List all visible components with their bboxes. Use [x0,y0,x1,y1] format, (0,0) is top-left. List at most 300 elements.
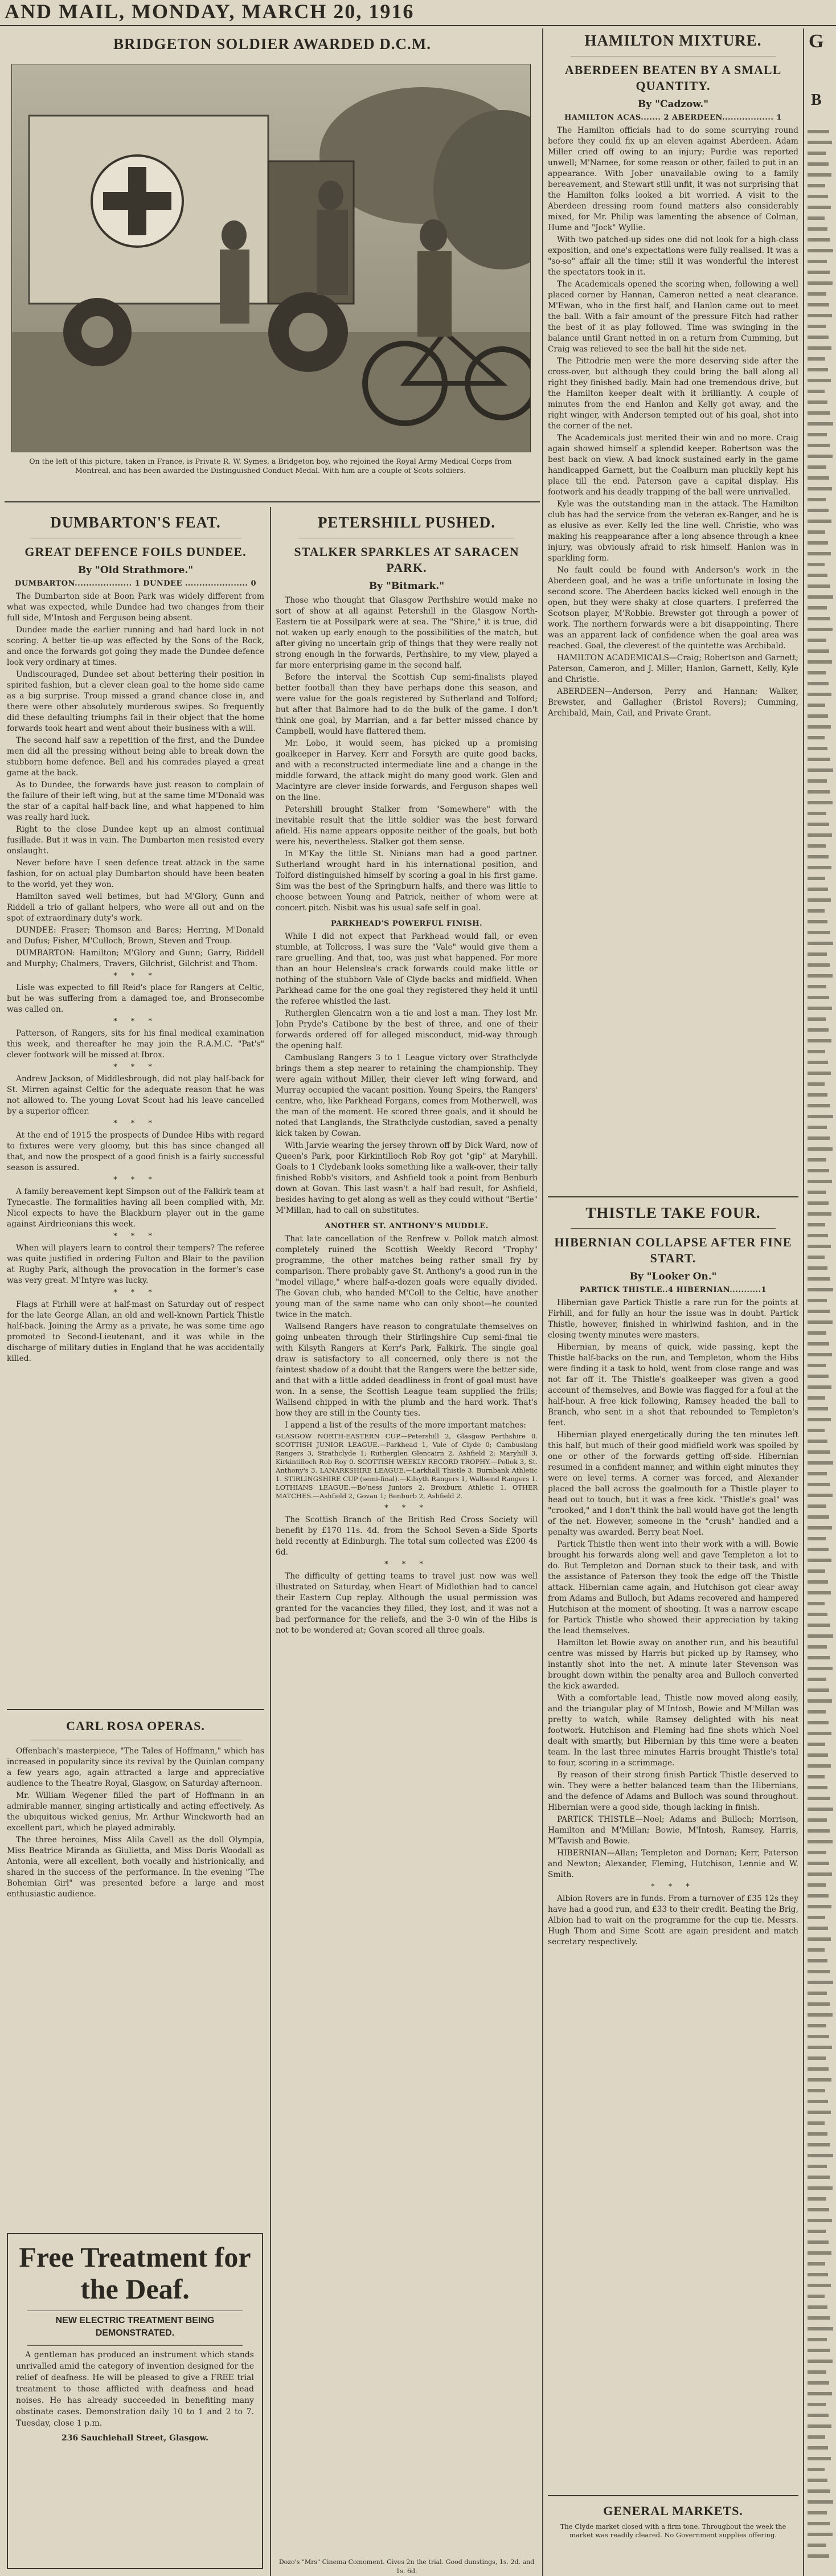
truncated-text-line [808,2002,830,2006]
column-rule-3 [803,28,804,2576]
thistle-score: PARTICK THISTLE..4 HIBERNIAN...........1 [579,1286,767,1294]
truncated-text-line [808,400,827,404]
opera-paragraph: The three heroines, Miss Alila Cavell as the doll Olympia, Miss Beatrice Miranda as Giulietta, and Miss Doris Woodall as Antonia, were all excellent, both vocally and histrionically, and shared in the success of the performance. In the evening "The Bohemian Girl" was presented before a large and most enthusiastic audience. [7,1835,264,1899]
truncated-text-line [808,1072,831,1075]
truncated-text-line [808,303,829,306]
truncated-text-line [808,281,833,285]
truncated-text-line [808,1007,832,1010]
truncated-text-line [808,1688,829,1692]
lead-bottom-rule [5,501,540,502]
truncated-text-line [808,1126,827,1129]
truncated-text-line [808,2100,828,2103]
truncated-text-line [808,2176,830,2179]
truncated-text-line [808,1786,827,1789]
truncated-text-line [808,292,826,296]
truncated-text-line [808,1158,826,1162]
parkhead-paragraph: Rutherglen Glencairn won a tie and lost a man. They lost Mr. John Pryde's Catibone by the best of three, and one of their forwards ordered off for alleged misconduct, mid-way through the opening half. [276,1009,538,1050]
truncated-text-line [808,530,825,534]
truncated-text-line [808,1580,828,1584]
thistle-byline: By "Looker On." [629,1271,717,1282]
truncated-text-line [808,714,828,718]
truncated-text-line [808,2035,829,2038]
truncated-text-line [808,1894,829,1898]
notes-paragraph: A family bereavement kept Simpson out of the Falkirk team at Tynecastle. The formalities having all been complied with, Mr. Nicol expects to have the Blackburn player out in the game against Airdrieonians this week. [7,1187,264,1229]
truncated-text-line [808,2381,829,2385]
truncated-text-line [808,2533,833,2536]
truncated-text-line [808,1732,831,1735]
truncated-text-line [808,325,826,328]
truncated-text-line [808,1407,828,1410]
photo-caption: On the left of this picture, taken in France, is Private R. W. Symes, a Bridgeton boy, who rejoined the Royal Army Medical Corps from Montreal, and has been awarded the Distinguished Conduct Medal. With him are a couple of Scots soldiers. [29,457,512,475]
truncated-text-line [808,1375,829,1378]
truncated-text-line [808,2295,825,2298]
truncated-text-line [808,2338,827,2341]
thistle-column [548,1196,798,2489]
truncated-text-line [808,152,826,155]
truncated-text-line [808,736,825,739]
truncated-text-line [808,1667,833,1670]
truncated-text-line [808,1829,830,1833]
hamilton-score: HAMILTON ACAS....... 2 ABERDEEN.................. 1 [564,113,782,122]
truncated-text-line [808,1721,829,1724]
truncated-text-line [808,1418,831,1421]
truncated-text-line [808,2056,826,2060]
thistle-top-rule [548,1196,798,1197]
truncated-text-line [808,2522,830,2525]
st-anthonys-paragraph: That late cancellation of the Renfrew v. Pollok match almost completely ruined the Scottish Weekly Record "Trophy" programme, the other matches being rather small fry by comparison. There probably gave St. Anthony's a good run in the "model village," where half-a-dozen goals were equally divided. The Govan club, who handed M'Coll to the Celtic, have another young man of the same name who can only shoot—he counted twice in the match. [276,1234,538,1319]
truncated-text-line [808,1115,833,1118]
junior-results: GLASGOW NORTH-EASTERN CUP.—Petershill 2, Glasgow Perthshire 0. SCOTTISH JUNIOR LEAGUE.—Parkhead 1, Vale of Clyde 0; Cambuslang Rangers 3, Strathclyde 1; Rutherglen Glencairn 2, Ashfield 2; Maryhill 3, Kirkintilloch Rob Roy 0. SCOTTISH WEEKLY RECORD TROPHY.—Pollok 3, St. Anthony's 3. LANARKSHIRE LEAGUE.—Larkhall Thistle 3, Burnbank Athletic 1. STIRLINGSHIRE CUP (semi-final).—Kilsyth Rangers 1, Wallsend Rangers 1. LOTHIANS LEAGUE.—Bo'ness Juniors 2, Broxburn Athletic 1. OTHER MATCHES.—Ashfield 2, Govan 1; Benburb 2, Ashfield 2. [276,1432,538,1500]
parkhead-paragraph: While I did not expect that Parkhead would fall, or even stumble, at Tollcross, I was sure the "Vale" would give them a rare gruelling. And that, too, was just what happened. For more than an hour Helenslea's crack forwards could make little or nothing of the stubborn Vale of Clyde backs and midfield. When Parkhead came for the one goal they registered they held it until the referee whistled the last. [276,932,538,1006]
truncated-text-line [808,1764,831,1768]
hamilton-paragraph: The Pittodrie men were the more deserving side after the cross-over, but although they could bring the ball along all right they finished badly. Main had one tremendous drive, but the Hamilton keeper dealt with it brilliantly. A couple of minutes from the end Hanlon and Kelly got away, and the right winger, with Anderson tempted out of his goal, shot into the corner of the net. [548,357,798,431]
truncated-text-line [808,1288,833,1291]
truncated-text-line [808,2143,830,2146]
notes-paragraph: At the end of 1915 the prospects of Dundee Hibs with regard to fixtures were very gloomy, but this has since changed all that, and now the prospect of a good finish is a fairly successful season is assured. [7,1131,264,1172]
truncated-text-line [808,758,830,761]
truncated-text-line [808,390,825,393]
notes-paragraph: Andrew Jackson, of Middlesbrough, did not play half-back for St. Mirren against Celtic for the adequate reason that he was not allowed to. The young Lovat Scout had his leave cancelled by a superior officer. [7,1074,264,1116]
truncated-text-line [808,2305,827,2309]
truncated-text-line [808,1818,827,1822]
truncated-text-line [808,444,830,447]
truncated-text-line [808,1851,826,1854]
truncated-text-line [808,238,830,242]
hamilton-paragraph: Kyle was the outstanding man in the attack. The Hamilton club has had the service from the veteran ex-Ranger, and he is as elusive as ever. Kelly led the line well. Christie, who was making his reappearance after a long absence through a knee injury, was obviously afraid to risk himself. Hanlon was in sparkling form. [548,500,798,563]
thistle-paragraph: By reason of their strong finish Partick Thistle deserved to win. They were a better balanced team than the Hibernians, and the defence of Adams and Bulloch was sound throughout. Hibernian were a good side, though lacking in finish. [548,1771,798,1812]
truncated-text-line [808,1483,830,1486]
truncated-text-line [808,1310,830,1313]
column-footnote: Dozo's "Mrs" Cinema Comoment. Gives 2n the trial. Good dunstings, 1s. 2d. and 1s. 6d. [278,2558,535,2575]
truncated-text-line [808,487,832,490]
truncated-text-line [808,909,825,913]
truncated-text-line [808,2479,827,2482]
section-stars: * * * [651,1883,695,1891]
thistle-divider [571,1228,776,1229]
truncated-text-line [808,2500,833,2504]
truncated-text-line [808,1591,831,1594]
truncated-text-line [808,216,825,220]
truncated-text-line [808,2154,833,2157]
truncated-text-line [808,2392,832,2395]
parkhead-paragraph: Cambuslang Rangers 3 to 1 League victory over Strathclyde brings them a step nearer to retaining the championship. They were again without Miller, their clever left wing forward, and Murray occupied the vacant position. Young Speirs, the Rangers' centre, who, like Parkhead Forgans, comes from Motherwell, was the man of the moment. He scored three goals, and it should be noted that Langlands, the Strathclyde custodian, saved a penalty kick taken by Cowan. [276,1053,538,1138]
truncated-text-line [808,823,829,826]
truncated-text-line [808,1753,828,1757]
truncated-text-lines [808,125,834,2569]
truncated-text-line [808,1494,833,1497]
column-rule-1 [270,507,271,2576]
ad-subtitle: NEW ELECTRIC TREATMENT BEING DEMONSTRATED. [55,2316,215,2338]
truncated-text-line [808,952,827,956]
truncated-text-line [808,1905,831,1908]
truncated-text-line [808,704,825,707]
truncated-text-line [808,1872,832,1876]
truncated-text-line [808,1678,826,1681]
notes-paragraph: Patterson, of Rangers, sits for his final medical examination this week, and thereafter he may join the R.A.M.C. "Pat's" clever footwork will be missed at Ibrox. [7,1029,264,1060]
truncated-text-line [808,1959,827,1962]
truncated-text-line [808,563,825,566]
truncated-text-line [808,2121,825,2125]
soldiers-photo-image [12,64,530,452]
truncated-text-line [808,671,826,674]
truncated-text-line [808,2468,825,2471]
truncated-text-line [808,433,827,436]
petershill-paragraph: Petershill brought Stalker from "Somewhere" with the inevitable result that the little soldier was the best forward afield. His name appears opposite neither of the goals, but both were his, nevertheless. Stalker got them sense. [276,805,538,847]
truncated-text-line [808,1136,830,1140]
thistle-paragraph: Hibernian, by means of quick, wide passing, kept the Thistle half-backs on the run, and Templeton, whom the Hibs were finding it a task to hold, went from close range and was not far off it. The Thistle's goalkeeper was given a good account of themselves, and Bowie was flagged for a foul at the half-hour. A free kick following, Ramsey headed the ball to Branch, who sent in a shot that rebounded to Templeton's feet. [548,1343,798,1428]
truncated-text-line [808,1569,825,1573]
masthead-rule [0,25,836,26]
truncated-text-line [808,249,833,252]
truncated-text-line [808,2111,831,2114]
thistle-paragraph: Partick Thistle then went into their work with a will. Bowie brought his forwards along well and gave Templeton a lot to do. But Templeton and Dornan stuck to their task, and with the assistance of Paterson they took the edge off the Thistle attack. Hibernian came again, and Hutchison got clear away from Adams and Bulloch, but Adams recovered and hampered Hutchison at the moment of shooting. It was a narrow escape for Partick Thistle who showed their appreciation by taking the lead themselves. [548,1540,798,1635]
truncated-text-line [808,682,829,685]
truncated-text-line [808,1180,832,1183]
truncated-text-line [808,1613,827,1616]
truncated-text-line [808,195,828,198]
truncated-text-line [808,1191,826,1194]
section-stars: * * * [384,1560,429,1569]
truncated-text-line [808,747,827,750]
truncated-text-line [808,2349,830,2352]
truncated-text-line [808,2219,832,2222]
truncated-text-line [808,639,826,642]
albion-paragraph: Albion Rovers are in funds. From a turnover of £35 12s they have had a good run, and £33 to their credit. Beating the Brig, Albion had to wait on the programme for the cup tie. Messrs. Hugh Thom and Sime Scott are again president and match secretary respectively. [548,1894,798,1947]
parkhead-subhead: PARKHEAD'S POWERFUL FINISH. [330,919,483,928]
truncated-text-line [808,649,829,653]
section-stars: * * * [113,1176,158,1184]
truncated-text-line [808,2208,829,2211]
truncated-text-line [808,942,833,945]
truncated-text-line [808,520,831,523]
deaf-treatment-ad [7,2233,263,2569]
truncated-text-line [808,1504,826,1508]
lead-headline: BRIDGETON SOLDIER AWARDED D.C.M. [113,35,432,52]
truncated-text-line [808,1981,833,1984]
truncated-text-line [808,1937,831,1941]
truncated-text-line [808,314,832,317]
dumbarton-paragraph: As to Dundee, the forwards have just reason to complain of the failure of their left wing, but at the same time M'Donald was the star of a capital half-back line, and what happened to him was really hard luck. [7,780,264,822]
truncated-text-line [808,1775,825,1778]
truncated-text-line [808,1256,825,1259]
truncated-text-line [808,1277,830,1281]
dumbarton-lineup: DUNDEE: Fraser; Thomson and Bares; Herring, M'Donald and Dufus; Fisher, M'Culloch, Brown, Steven and Troup. [7,926,264,946]
masthead: AND MAIL, MONDAY, MARCH 20, 1916 [5,0,415,23]
truncated-text-line [808,2230,826,2233]
opera-paragraph: Offenbach's masterpiece, "The Tales of Hoffmann," which has increased in popularity since its revival by the Quinlan company a few years ago, again attracted a large and appreciative audience to the Theatre Royal, Glasgow, on Saturday afternoon. [7,1747,264,1788]
truncated-text-line [808,1948,825,1952]
truncated-text-line [808,768,833,772]
petershill-byline: By "Bitmark." [368,580,445,592]
truncated-text-line [808,2013,833,2017]
truncated-text-line [808,1992,827,1995]
truncated-text-line [808,1840,833,1843]
truncated-text-line [808,1559,831,1562]
truncated-text-line [808,2186,833,2190]
opera-headline: CARL ROSA OPERAS. [66,1719,205,1733]
section-stars: * * * [113,1017,158,1026]
truncated-text-line [808,660,832,664]
truncated-text-line [808,411,830,415]
thistle-subheadline: HIBERNIAN COLLAPSE AFTER FINE START. [554,1235,792,1265]
dumbarton-paragraph: Undiscouraged, Dundee set about bettering their position in spirited fashion, but a clever clean goal to the home side came as a big surprise. Troup missed a grand chance close in, and there were other absolutely murderous swipes. So frequently did these defaulting triumphs fail in their object that the home forwards took heart and went about their business with a will. [7,670,264,733]
truncated-text-line [808,1440,827,1443]
truncated-text-line [808,476,829,480]
truncated-text-line [808,2435,825,2439]
truncated-text-line [808,552,831,555]
section-stars: * * * [113,1232,158,1241]
truncated-text-line [808,801,833,804]
hibernian-lineup: HIBERNIAN—Allan; Templeton and Dornan; Kerr, Paterson and Newton; Alexander, Fleming, Hutchison, Lennie and W. Smith. [548,1849,798,1879]
truncated-text-line [808,1061,828,1064]
truncated-text-line [808,963,830,967]
truncated-text-line [808,2424,831,2428]
hamilton-paragraph: No fault could be found with Anderson's work in the Aberdeen goal, and he was a trifle unfortunate in losing the second score. The Aberdeen backs kicked well enough in the open, but they were shaky at close quarters. I preferred the Scotson player, M'Robbie. Brewster got through a power of work. The northern forwards were a bit disappointing. There was an apparent lack of confidence when the goal area was reached. Goal, the cleverest of the quintette was Archibald. [548,566,798,651]
truncated-text-line [808,206,831,209]
truncated-text-line [808,574,827,577]
truncated-text-line [808,465,826,469]
markets-text: The Clyde market closed with a firm tone. Throughout the week the market was readily cleared. No Government supplies offering. [560,2522,786,2539]
truncated-text-line [808,833,832,837]
truncated-text-line [808,844,826,848]
notes-paragraph: Flags at Firhill were at half-mast on Saturday out of respect for the late George Allan, an old and well-known Partick Thistle half-back. Joining the Army as a private, he was some time ago promoted to Second-Lieutenant, and it was while in the discharge of military duties in England that he was accidentally killed. [7,1300,264,1363]
truncated-text-line [808,1461,833,1465]
truncated-text-line [808,2024,826,2027]
truncated-text-line [808,1808,833,1811]
hamilton-headline: HAMILTON MIXTURE. [584,32,762,49]
truncated-text-line [808,368,828,371]
truncated-text-line [808,931,830,934]
truncated-text-line [808,1320,833,1324]
ad-address: 236 Sauchiehall Street, Glasgow. [61,2434,208,2443]
truncated-text-line [808,379,831,382]
truncated-text-line [808,1299,827,1302]
truncated-text-line [808,1656,830,1659]
red-cross-paragraph: The Scottish Branch of the British Red Cross Society will benefit by £170 11s. 4d. from the School Seven-a-Side Sports held recently at Edinburgh. The total sum collected was £200 4s 6d. [276,1515,538,1557]
truncated-text-line [808,1353,832,1356]
truncated-text-line [808,2457,831,2460]
markets-top-rule [548,2495,798,2496]
thistle-paragraph: With a comfortable lead, Thistle now moved along easily, and the triangular play of M'Intosh, Bowie and M'Millan was pretty to watch, while Ramsey delighted with his neat footwork. Hutchison and Fleming had fine shots which Noel dealt with smartly, but Hibernian by this time were a beaten team. In the last three minutes Harris brought Thistle's total to four, scoring in a scrimmage. [548,1694,798,1768]
truncated-text-line [808,974,833,978]
truncated-text-line [808,920,827,923]
truncated-text-line [808,996,829,999]
truncated-text-line [808,2046,832,2049]
truncated-text-line [808,1429,825,1432]
dumbarton-score: DUMBARTON.................... 1 DUNDEE ...................... 0 [14,579,257,588]
truncated-text-line [808,1537,826,1540]
hamilton-paragraph: The Academicals opened the scoring when, following a well placed corner by Hannan, Cameron netted a neat clearance. M'Ewan, who in the first half, and Hanlon came out to meet the ball. With a fair amount of the pressure Fitch had rather the best of it as play followed. Time was swinging in the balance until Grant netted in on a return from Cumming, but Craig was relieved to see the ball hit the side net. [548,280,798,354]
truncated-text-line [808,1602,825,1605]
truncated-text-line [808,1396,825,1400]
petershill-paragraph: Mr. Lobo, it would seem, has picked up a promising goalkeeper in Harvey. Kerr and Forsyth are quite good backs, and with a reconstructed intermediate line and a change in the middle forward, the attack might do many good work. Glen and Macintyre are clever inside forwards, and Ferguson shapes well on the line. [276,739,538,802]
st-anthonys-subhead: ANOTHER ST. ANTHONY'S MUDDLE. [325,1222,489,1230]
opera-top-rule [7,1709,264,1710]
section-stars: * * * [113,1063,158,1072]
truncated-text-line [808,1710,826,1714]
truncated-text-line [808,1515,829,1519]
truncated-text-line [808,173,831,177]
notes-paragraph: When will players learn to control their tempers? The referee was quite justified in ordering Fulton and Blair to the pavilion at Rugby Park, although the provocation in the former's case was very great. M'Intyre was lucky. [7,1244,264,1285]
ad-divider [27,2345,243,2346]
truncated-text-line [808,1234,828,1237]
truncated-text-line [808,271,830,274]
truncated-text-line [808,2414,829,2417]
truncated-text-line [808,422,833,426]
petershill-column [276,507,538,2576]
truncated-text-line [808,2327,833,2330]
truncated-text-line [808,2251,831,2255]
truncated-text-line [808,1147,833,1151]
truncated-text-line [808,1526,832,1530]
truncated-text-line [808,1472,827,1475]
cut-off-column-text [808,125,834,2569]
section-stars: * * * [113,1119,158,1128]
truncated-text-line [808,2197,826,2201]
truncated-text-line [808,1082,825,1086]
truncated-text-line [808,2273,828,2276]
truncated-text-line [808,985,826,988]
hamilton-paragraph: The Academicals just merited their win and no more. Craig again showed himself a splendid keeper. Robertson was the best back on view. A bad knock sustained early in the game handicapped Garnett, but the Coalburn man pluckily kept his place till the end. Paterson gave a capital display. His footwork and his deadly trapping of the ball were unrivalled. [548,434,798,497]
hamilton-paragraph: The Hamilton officials had to do some scurrying round before they could fix up an eleven against Aberdeen. Adam Miller cried off owing to an injury; Purdie was reported unwell; M'Namee, for some reason or other, failed to put in an appearance. With Jober unavailable owing to a family bereavement, and Stewart still unfit, it was not surprising that the Hamilton folks looked a bit worried. A visit to the Aberdeen dressing room found matters also considerably mixed, for Mr. Philip was lamenting the absence of Colman, Hume and "Jock" Wyllie. [548,126,798,232]
truncated-text-line [808,2544,826,2547]
truncated-text-line [808,606,827,610]
truncated-text-line [808,1028,829,1032]
truncated-text-line [808,509,829,512]
truncated-text-line [808,1169,829,1172]
st-anthonys-paragraph: Wallsend Rangers have reason to congratulate themselves on going unbeaten through their Stirlingshire Cup semi-final tie with Kilsyth Rangers at Kerr's Park, Falkirk. The single goal draw is satisfactory to all concerned, only there is not the faintest shadow of a doubt that the Rangers were the better side, and that with a little added deadliness in front of goal must have won. In a sense, the Scottish League team supplied the frills; Wallsend chipped in with the plumb and the hard work. That's how they are still in the County ties. [276,1322,538,1418]
truncated-text-line [808,2165,827,2168]
truncated-text-line [808,1862,829,1865]
truncated-text-line [808,1266,827,1270]
dumbarton-lineup: DUMBARTON: Hamilton; M'Glory and Gunn; Garry, Riddell and Murphy; Chalmers, Travers, Gilchrist, Gilchrist and Thom. [7,948,264,968]
notes-paragraph: Lisle was expected to fill Reid's place for Rangers at Celtic, but he was suffering from a damaged toe, and Bronsecombe was called on. [7,983,264,1014]
truncated-text-line [808,628,833,631]
truncated-text-line [808,1548,829,1551]
truncated-text-line [808,2067,829,2071]
travel-paragraph: The difficulty of getting teams to travel just now was well illustrated on Saturday, when Heart of Midlothian had to cancel their Eastern Cup replay. Although the usual permission was granted for the vacancies they filled, they lost, and it was not a bad performance for the reliefs, and the 3-0 win of the Hibs is not to be wondered at; Govan scored all three goals. [276,1572,538,1635]
opera-column [7,1709,264,2210]
truncated-text-line [808,1743,825,1746]
ad-body: A gentleman has produced an instrument which stands unrivalled amid the category of invention designed for the relief of deafness. He will be pleased to give a FREE trial treatment to those afflicted with deafness and head noises. He has already succeeded in benefiting many obstinate cases. Demonstration daily 10 to 1 and 2 to 7. Tuesday, close 1 p.m. [16,2350,254,2428]
dumbarton-column [7,507,264,1703]
truncated-text-line [808,779,827,783]
thistle-paragraph: Hamilton let Bowie away on another run, and his beautiful centre was missed by Harris but picked up by Ramsey, who instantly shot into the net. A minute later Stevenson was brought down within the penalty area and Bulloch converted the kick awarded. [548,1638,798,1691]
truncated-text-line [808,790,830,794]
ad-title: Free Treatment for the Deaf. [19,2241,251,2305]
truncated-text-line [808,2554,829,2558]
truncated-text-line [808,1927,828,1930]
truncated-text-line [808,1364,826,1367]
hamilton-subheadline: ABERDEEN BEATEN BY A SMALL QUANTITY. [564,63,782,93]
truncated-text-line [808,1342,829,1346]
section-stars: * * * [384,1504,429,1512]
truncated-text-line [808,184,825,187]
st-anthonys-paragraph: I append a list of the results of the more important matches: [285,1421,526,1430]
dumbarton-byline: By "Old Strathmore." [77,565,194,576]
truncated-text-line [808,455,833,458]
truncated-text-line [808,1916,825,1919]
truncated-text-line [808,693,831,696]
truncated-text-line [808,1050,825,1053]
truncated-text-line [808,227,827,231]
truncated-text-line [808,2089,825,2092]
truncated-text-line [808,1450,830,1454]
truncated-text-line [808,162,829,166]
truncated-text-line [808,2511,827,2514]
truncated-text-line [808,141,832,144]
truncated-text-line [808,1245,831,1248]
petershill-paragraph: In M'Kay the little St. Ninians man had a good partner. Sutherland wrought hard in his international position, and Tolford distinguished himself by scoring a goal in his first game. Sim was the best of the Springburn halfs, and there was little to choose between Young and Patrick, neither of whom were at concert pitch. Nisbit was his usual safe self in goal. [276,849,538,913]
dumbarton-paragraph: The Dumbarton side at Boon Park was widely different from what was expected, while Dundee had two changes from their full side, M'Intosh and Ferguson being absent. [7,592,264,623]
markets-column [548,2495,798,2575]
hamilton-paragraph: With two patched-up sides one did not look for a high-class exposition, and one's expectations were fully realised. It was a "so-so" affair all the time; still it was wonderful the interest the spectators took in it. [548,235,798,277]
truncated-text-line [808,898,831,902]
truncated-text-line [808,2262,825,2266]
section-stars: * * * [113,972,158,980]
column-rule-2 [542,28,543,2576]
truncated-text-line [808,2284,831,2287]
truncated-text-line [808,357,825,361]
thistle-headline: THISTLE TAKE FOUR. [585,1204,761,1221]
section-stars: * * * [113,1289,158,1297]
aberdeen-lineup: ABERDEEN—Anderson, Perry and Hannan; Walker, Brewster, and Gallagher (Bristol Rovers); Cumming, Archibald, Main, Cail, and Private Grant. [548,687,798,718]
truncated-text-line [808,595,833,599]
truncated-text-line [808,1634,833,1638]
thistle-paragraph: Hibernian played energetically during the ten minutes left this half, but much of their good midfield work was spoiled by one or other of the forwards getting off-side. Hibernian resumed in a confident manner, and within eight minutes they were on level terms. A corner was forced, and Alexander placed the ball across the goalmouth for a Thistle player to head out to touch, but it was a free kick. "Thistle's goal" was "crooked," and I don't think the ball would have got the length of the net. However, someone in the "crush" handled and a penalty was awarded. Berry beat Noel. [548,1430,798,1537]
truncated-text-line [808,1223,825,1226]
truncated-text-line [808,2132,827,2136]
truncated-text-line [808,2078,831,2082]
petershill-headline: PETERSHILL PUSHED. [317,514,496,531]
truncated-text-line [808,2446,828,2450]
truncated-text-line [808,2489,830,2493]
parkhead-paragraph: With Jarvie wearing the jersey thrown off by Dick Ward, now of Queen's Park, poor Kirkintilloch Rob Roy got "gip" at Maryhill. Goals to 1 Clydebank looks something like a walk-over, their tally finished Robb's visitors, and Ashfield took a point from Benburb down at Govan. This last wasn't a half bad result, for Ashfield, besides having to get along as well as they could without "Bertie" M'Millan, had to call on substitutes. [276,1141,538,1215]
truncated-text-line [808,498,826,501]
cut-off-headline-letter: G [809,31,824,52]
truncated-text-line [808,584,830,588]
thistle-lineup: PARTICK THISTLE—Noel; Adams and Bulloch; Morrison, Hamilton and M'Millan; Bowie, M'Intosh, Ramsey, Harris, M'Tavish and Bowie. [548,1815,798,1846]
dumbarton-paragraph: Right to the close Dundee kept up an almost continual fusillade. But it was in vain. The Dumbarton men resisted every onslaught. [7,825,264,856]
hamilton-lineup: HAMILTON ACADEMICALS—Craig; Robertson and Garnett; Paterson, Cameron, and J. Miller; Hanlon, Garnett, Kelly, Kyle and Christie. [548,653,798,684]
truncated-text-line [808,1970,830,1973]
hamilton-byline: By "Cadzow." [637,99,709,110]
truncated-text-line [808,1883,826,1887]
markets-headline: GENERAL MARKETS. [603,2504,743,2518]
truncated-text-line [808,1624,830,1627]
cut-off-subhead-letter: B [811,91,822,109]
truncated-text-line [808,1797,830,1800]
